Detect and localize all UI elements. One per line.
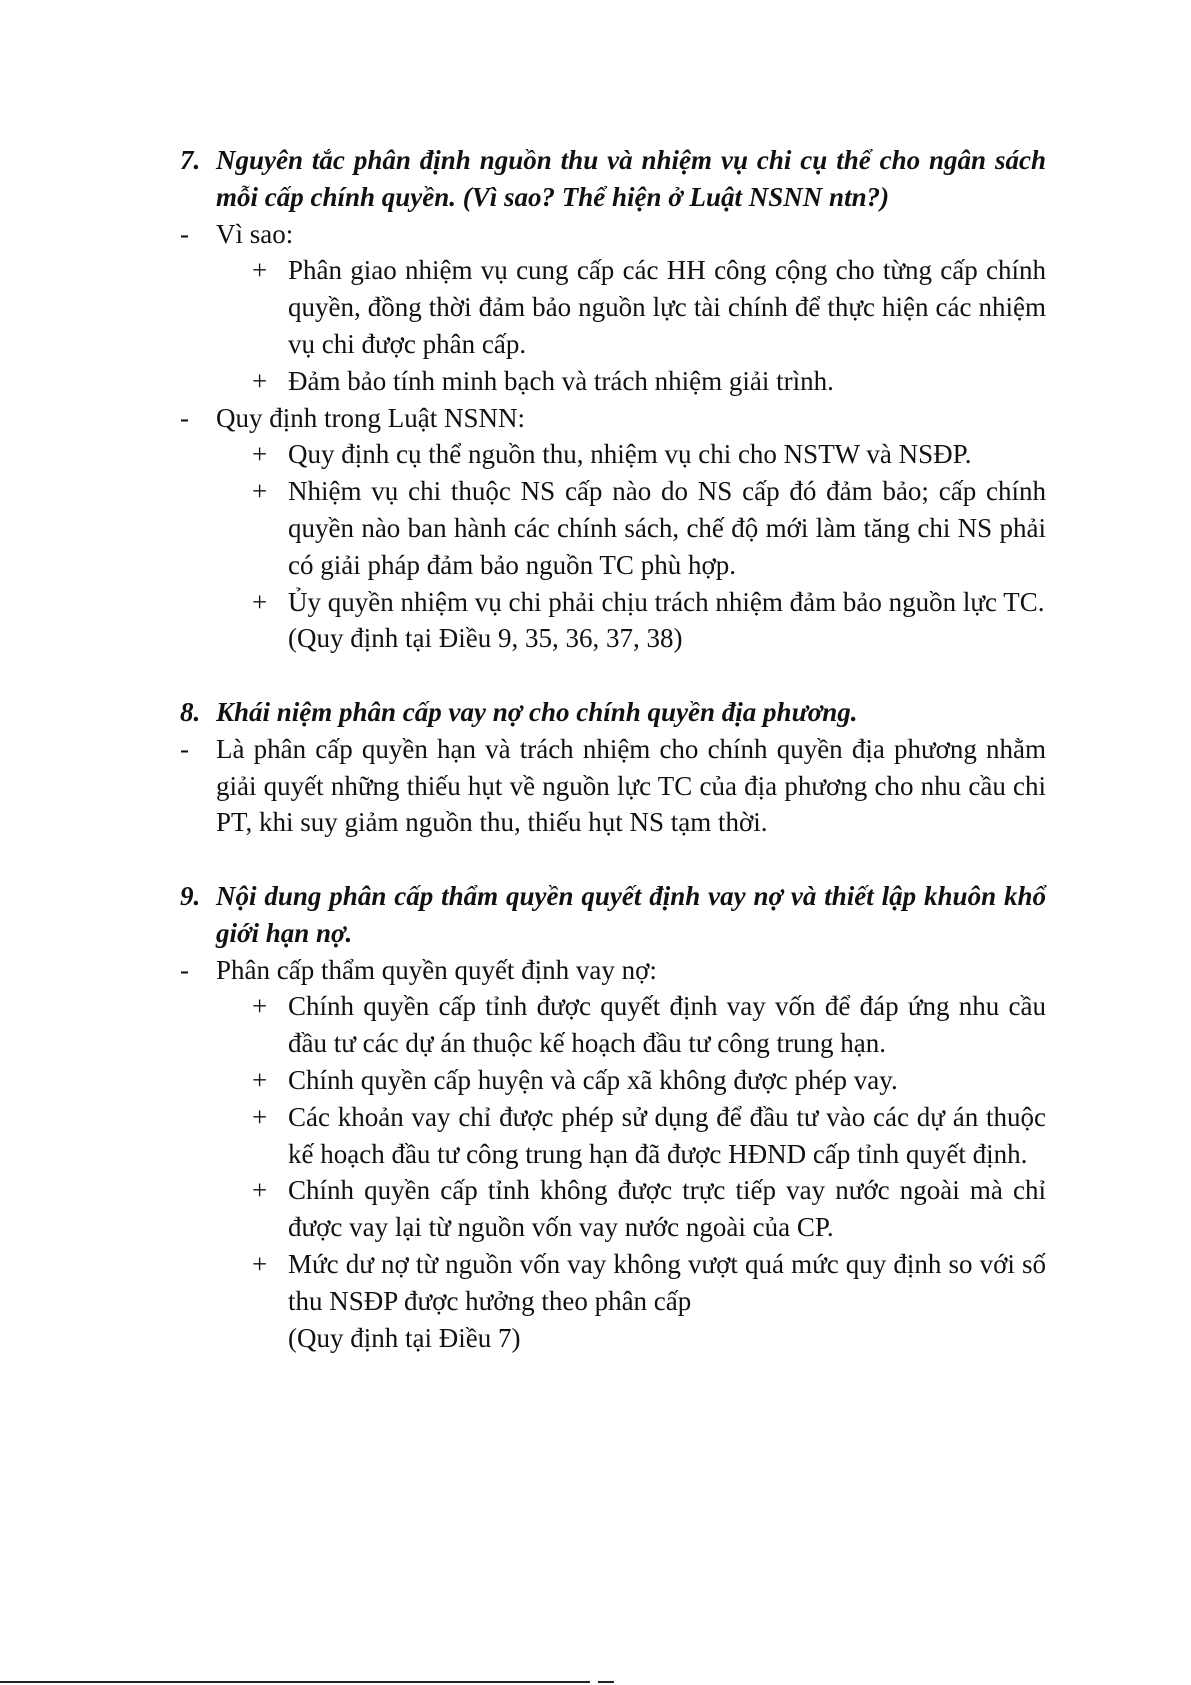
footer-rule-tick [598,1681,614,1683]
plus-marker: + [252,476,268,507]
section-7-heading [180,142,1046,216]
section-8-number: 8. [180,696,201,727]
section-9-number: 9. [180,880,201,911]
list-item [180,473,1046,583]
section-9-heading [180,878,1046,952]
section-9-title: Nội dung phân cấp thẩm quyền quyết định vay nợ và thiết lập khuôn khổ giới hạn nợ. [216,880,1046,948]
plus-marker: + [252,255,268,286]
dash-marker: - [180,733,189,764]
plus-marker: + [252,1248,268,1279]
section-8-heading [180,694,1046,731]
list-item-text: Đảm bảo tính minh bạch và trách nhiệm giải trình. [288,365,834,396]
spacer [180,657,1046,694]
list-item-text: Quy định cụ thể nguồn thu, nhiệm vụ chi cho NSTW và NSĐP. [288,439,972,470]
spacer [180,841,1046,878]
dash-marker: - [180,218,189,249]
list-item-text: Chính quyền cấp huyện và cấp xã không được phép vay. [288,1064,898,1095]
list-item-text: Các khoản vay chỉ được phép sử dụng để đầu tư vào các dự án thuộc kế hoạch đầu tư công trung hạn đã được HĐND cấp tỉnh quyết định. [288,1101,1046,1169]
plus-marker: + [252,1064,268,1095]
list-item-text: Nhiệm vụ chi thuộc NS cấp nào do NS cấp đó đảm bảo; cấp chính quyền nào ban hành các chính sách, chế độ mới làm tăng chi NS phải có giải pháp đảm bảo nguồn TC phù hợp. [288,476,1046,580]
list-item-text: Mức dư nợ từ nguồn vốn vay không vượt quá mức quy định so với số thu NSĐP được hưởng theo phân cấp [288,1248,1046,1316]
list-item-text: Ủy quyền nhiệm vụ chi phải chịu trách nhiệm đảm bảo nguồn lực TC. [288,586,1045,617]
list-item [180,252,1046,362]
section-7-number: 7. [180,145,201,175]
section-7-why [180,216,1046,253]
footer-rule [0,1681,590,1683]
section-8-title: Khái niệm phân cấp vay nợ cho chính quyền địa phương. [216,696,858,727]
section-9-label [180,952,1046,989]
section-9-reference: (Quy định tại Điều 7) [288,1322,521,1353]
list-item-text: Chính quyền cấp tỉnh được quyết định vay vốn để đáp ứng nhu cầu đầu tư các dự án thuộc kế hoạch đầu tư công trung hạn. [288,991,1046,1059]
list-item [180,363,1046,400]
dash-marker: - [180,402,189,433]
list-item [180,1062,1046,1099]
document-page [180,142,1046,1356]
list-item [180,1099,1046,1173]
section-9-label-text: Phân cấp thẩm quyền quyết định vay nợ: [216,954,657,985]
plus-marker: + [252,586,268,617]
section-7-law [180,400,1046,437]
list-item-text: Chính quyền cấp tỉnh không được trực tiếp vay nước ngoài mà chỉ được vay lại từ nguồn vốn vay nước ngoài của CP. [288,1175,1046,1243]
plus-marker: + [252,1175,268,1206]
section-8-definition [180,731,1046,841]
dash-marker: - [180,954,189,985]
list-item-text: Phân giao nhiệm vụ cung cấp các HH công cộng cho từng cấp chính quyền, đồng thời đảm bảo nguồn lực tài chính để thực hiện các nhiệm vụ chi được phân cấp. [288,255,1046,359]
list-item [180,584,1046,621]
section-7-reference: (Quy định tại Điều 9, 35, 36, 37, 38) [288,623,683,654]
list-item [180,436,1046,473]
list-item [180,988,1046,1062]
list-item [180,1246,1046,1320]
section-7-title: Nguyên tắc phân định nguồn thu và nhiệm vụ chi cụ thể cho ngân sách mỗi cấp chính quyền. (Vì sao? Thể hiện ở Luật NSNN ntn?) [216,145,1046,212]
plus-marker: + [252,991,268,1022]
list-item [180,1172,1046,1246]
plus-marker: + [252,439,268,470]
plus-marker: + [252,365,268,396]
section-8-definition-text: Là phân cấp quyền hạn và trách nhiệm cho chính quyền địa phương nhằm giải quyết những thiếu hụt về nguồn lực TC của địa phương cho nhu cầu chi PT, khi suy giảm nguồn thu, thiếu hụt NS tạm thời. [216,733,1046,838]
section-7-law-label: Quy định trong Luật NSNN: [216,402,525,433]
section-7-why-label: Vì sao: [216,218,294,249]
plus-marker: + [252,1101,268,1132]
